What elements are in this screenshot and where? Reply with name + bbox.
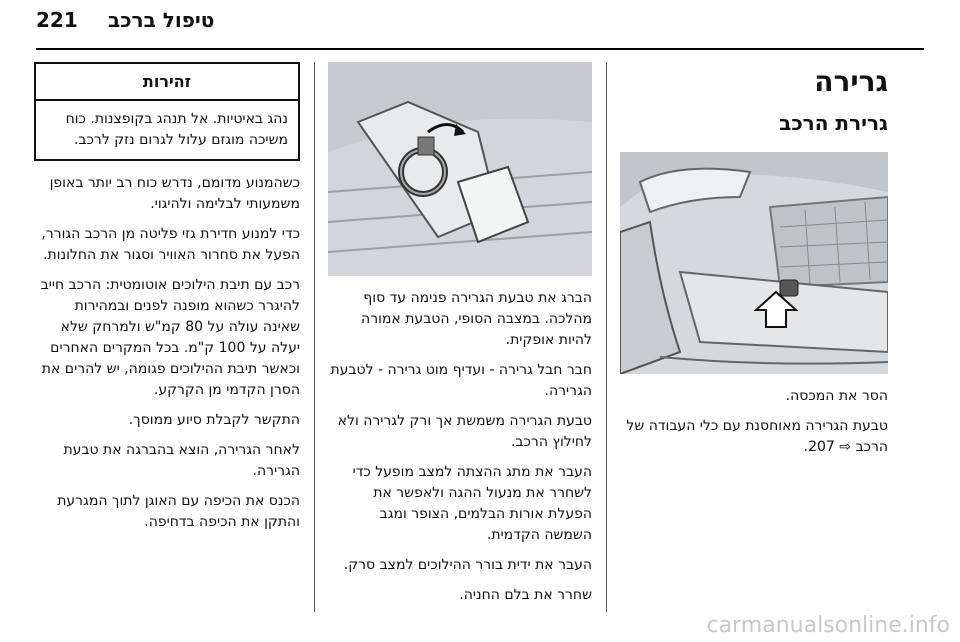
running-title: טיפול ברכב [108, 8, 215, 32]
middle-column [328, 62, 592, 615]
instruction-ring-storage: טבעת הגרירה מאוחסנת עם כלי העבודה של הרכב ⇨ 207. [626, 418, 888, 455]
watermark: carmanualsonline.info [706, 613, 950, 638]
instruction-unscrew-ring: לאחר הגרירה, הוצא בהברגה את טבעת הגרירה. [63, 442, 300, 479]
note-exhaust-gases: כדי למנוע חדירת גזי פליטה מן הרכב הגורר, הפעל את סחרור האוויר וסגור את החלונות. [41, 226, 300, 263]
right-column [620, 62, 888, 467]
caution-title: זהירות [36, 64, 298, 101]
instruction-neutral: העבר את ידית בורר ההילוכים למצב סרק. [343, 557, 592, 573]
column-divider-left [314, 62, 315, 612]
instruction-attach-rope: חבר חבל גרירה - ועדיף מוט גרירה - לטבעת הגרירה. [330, 362, 592, 399]
towing-eye-figure [328, 62, 592, 276]
note-engine-off-effort: כשהמנוע מדומם, נדרש כוח רב יותר באופן משמעותי לבלימה ולהיגוי. [49, 175, 300, 212]
caution-box [34, 62, 300, 161]
instruction-screw-in-ring: הברג את טבעת הגרירה פנימה עד סוף מהלכה. במצבה הסופי, הטבעת אמורה להיות אופקית. [361, 290, 592, 348]
left-column [34, 62, 300, 542]
note-call-workshop: התקשר לקבלת סיוע ממוסך. [128, 412, 300, 428]
header-rule [36, 48, 924, 50]
instruction-release-parking-brake: שחרר את בלם החניה. [459, 587, 592, 603]
instruction-ignition-on: העבר את מתג ההצתה למצב מופעל כדי לשחרר את מנעול ההגה ולאפשר את הפעלת אורות הבלמים, הצופר ומגב השמשה הקדמית. [352, 464, 592, 543]
towing-eye-illustration [328, 62, 592, 276]
subsection-heading: גרירת הרכב [779, 111, 888, 135]
instruction-remove-cover: הסר את המכסה. [785, 388, 888, 404]
note-towing-only: טבעת הגרירה משמשת אך ורק לגרירה ולא לחילוץ הרכב. [337, 413, 592, 450]
note-automatic-transmission: רכב עם תיבת הילוכים אוטומטית: הרכב חייב להיגרר כשהוא מופנה לפנים ובמהירות שאינה עולה על 80 קמ"ש ולמרחק שלא יעלה על 100 ק"מ. בכל המקרים האחרים וכאשר תיבת ההילוכים פגומה, יש להרים את הסרן הקדמי מן הקרקע. [40, 277, 300, 398]
bumper-illustration [620, 152, 888, 374]
column-divider-right [606, 62, 607, 612]
page-header [0, 0, 960, 40]
section-heading: גרירה [814, 65, 888, 98]
page-number: 221 [36, 8, 78, 32]
instruction-reinsert-cap: הכנס את הכיפה עם האוגן לתוך המגרעת והתקן את הכיפה בדחיפה. [57, 493, 300, 530]
front-bumper-cover-figure [620, 152, 888, 374]
caution-text: נהג באיטיות. אל תנהג בקופצנות. כוח משיכה מוגזם עלול לגרום נזק לרכב. [65, 111, 288, 148]
